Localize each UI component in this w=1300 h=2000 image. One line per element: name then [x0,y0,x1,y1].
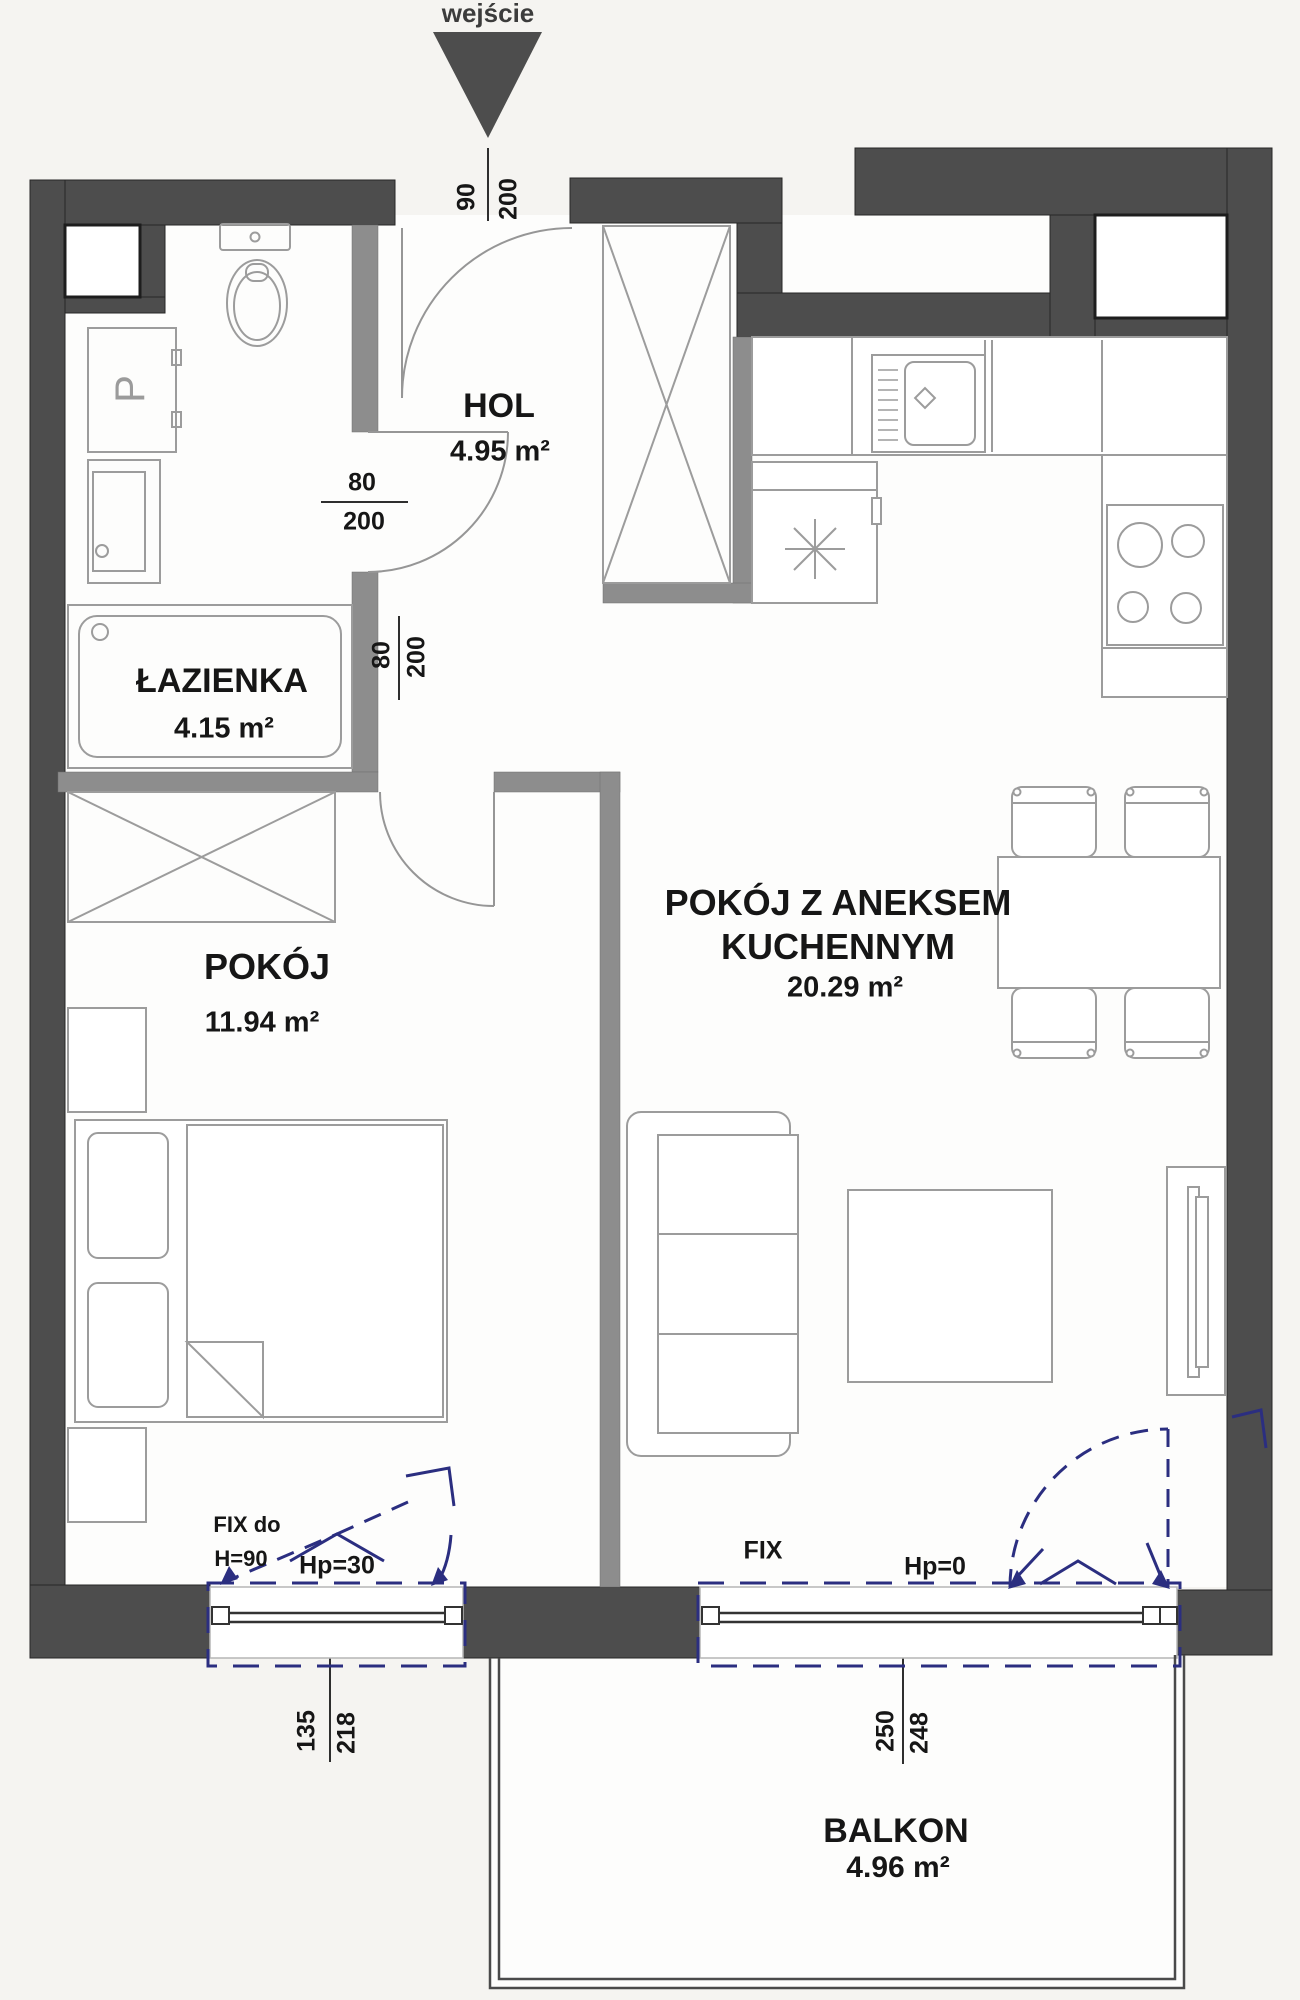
bathroom-door-dim-height: 200 [343,507,385,536]
bedroom-door-dim-height: 200 [402,636,431,678]
room-area-balcony: 4.96 m² [846,1851,950,1884]
washer-label: P [106,374,153,404]
room-name-living-line1: POKÓJ Z ANEKSEM [664,882,1012,923]
room-area-hol: 4.95 m² [450,435,550,468]
bedroom-window-dim-height: 218 [332,1712,361,1754]
room-name-balcony: BALKON [823,1812,969,1850]
room-area-living: 20.29 m² [786,971,904,1004]
entrance-dim-width: 90 [452,183,481,211]
balcony-window-dim-height: 248 [905,1712,934,1754]
room-name-living-line2: KUCHENNYM [721,926,955,967]
bathroom-door-dim-width: 80 [348,468,376,497]
bedroom-window-fix-label: FIX do [213,1512,281,1537]
bedroom-door-dim-width: 80 [367,641,396,669]
room-name-bedroom: POKÓJ [203,946,331,987]
entrance-label: wejście [441,0,535,28]
bedroom-window-dim-width: 135 [292,1710,321,1752]
balcony-window-fix-label: FIX [743,1536,783,1565]
balcony-window-dim-width: 250 [871,1710,900,1752]
room-area-bathroom: 4.15 m² [174,712,274,745]
bedroom-window-fix-height: H=90 [214,1546,268,1571]
balcony-window-sill: Hp=0 [904,1552,966,1581]
entrance-dim-height: 200 [494,178,523,220]
room-name-hol: HOL [463,387,535,425]
bedroom-window-sill: Hp=30 [299,1551,375,1580]
room-name-bathroom: ŁAZIENKA [136,662,308,700]
room-area-bedroom: 11.94 m² [204,1006,320,1039]
